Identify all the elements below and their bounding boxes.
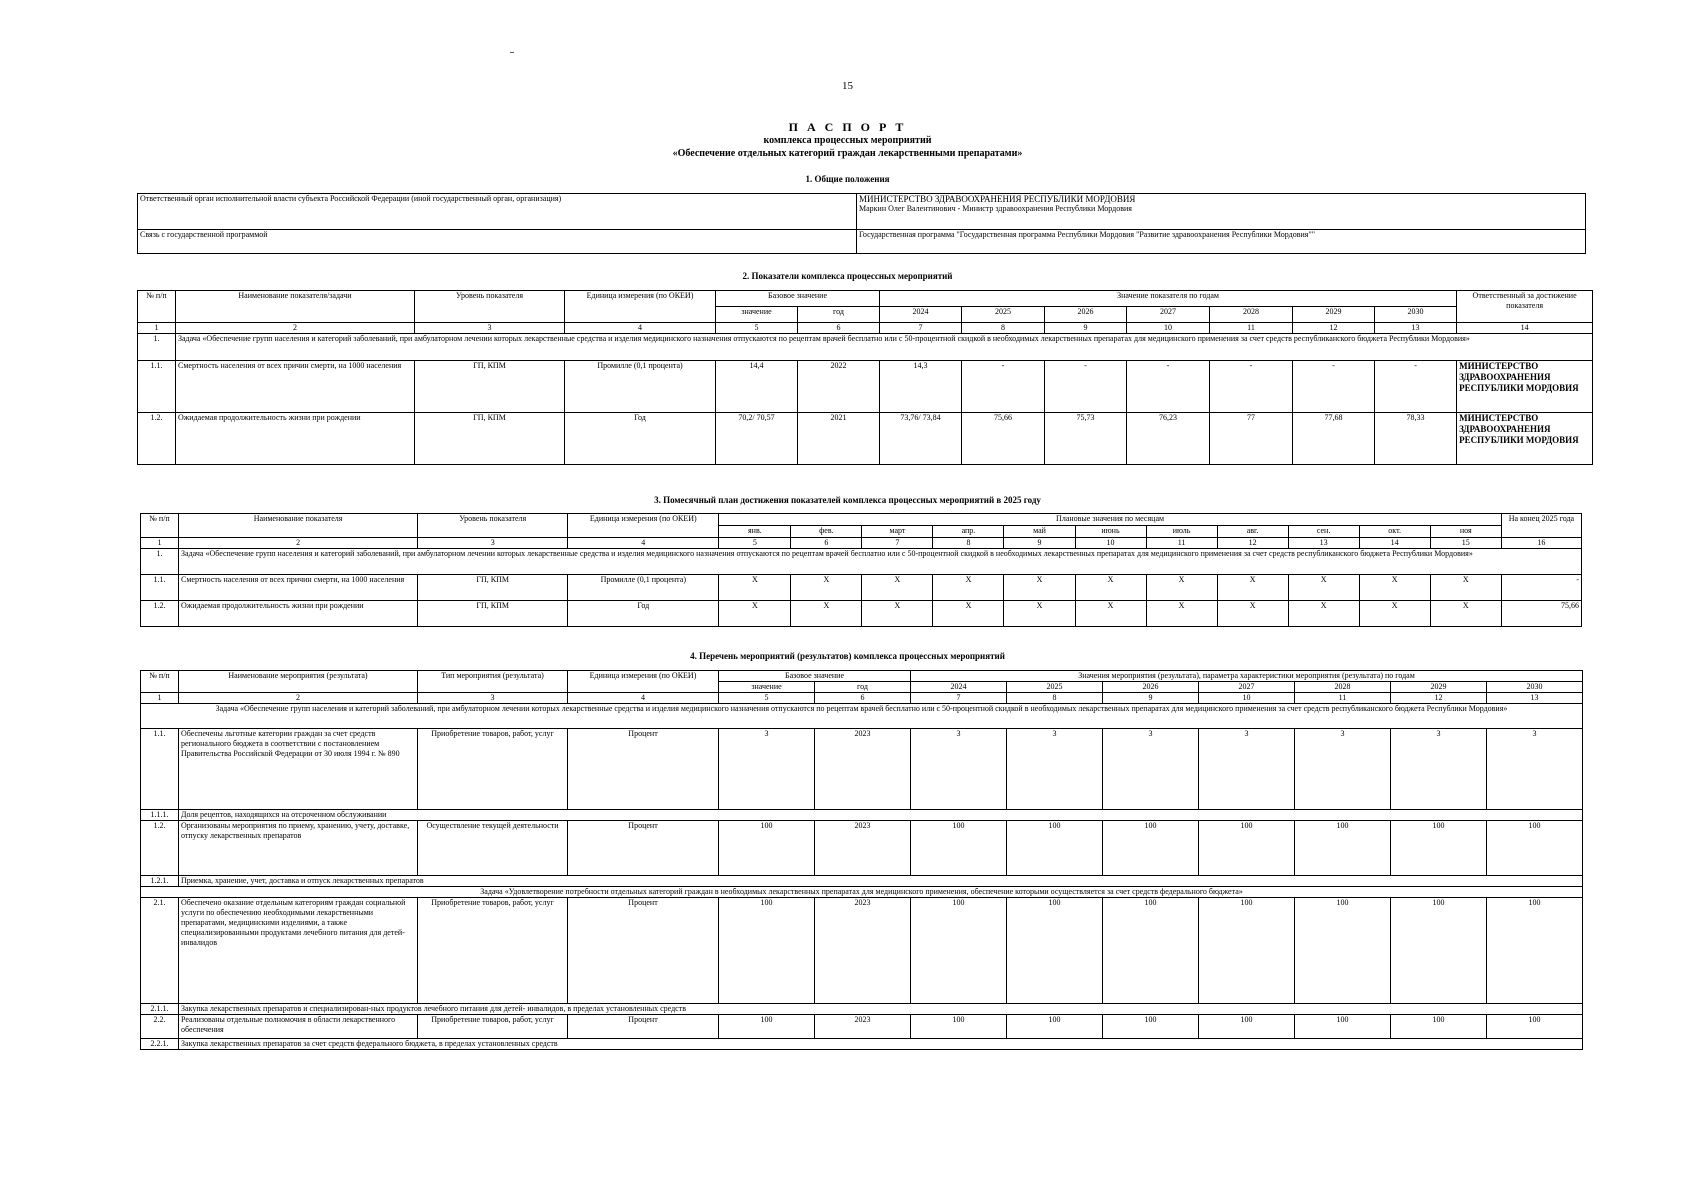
section3-table xyxy=(140,513,1582,627)
general-row xyxy=(138,230,1586,254)
col-number: 9 xyxy=(1045,323,1127,334)
base-year: 2021 xyxy=(798,413,880,465)
col-header-num: № п/п xyxy=(141,514,179,538)
year-value: 100 xyxy=(1103,898,1199,1004)
year-value: 100 xyxy=(1487,898,1583,1004)
row-num: 1.1. xyxy=(138,361,176,413)
col-header-month: фев. xyxy=(791,526,862,538)
year-value: - xyxy=(1210,361,1293,413)
month-value: X xyxy=(1359,575,1430,601)
minister-name: Маркин Олег Валентинович - Министр здравоохранения Республики Мордовия xyxy=(859,204,1132,213)
col-header-month: апр. xyxy=(933,526,1004,538)
month-value: X xyxy=(933,575,1004,601)
col-number: 4 xyxy=(568,693,719,704)
indicator-row xyxy=(141,575,1582,601)
row-num: 1.2. xyxy=(141,601,179,627)
col-header-year: 2030 xyxy=(1375,307,1457,323)
column-number-row xyxy=(141,538,1582,549)
col-number: 12 xyxy=(1217,538,1288,549)
activity-type: Приобретение товаров, работ, услуг xyxy=(418,1015,568,1039)
year-value: 100 xyxy=(1295,898,1391,1004)
title-passport: П А С П О Р Т xyxy=(788,120,907,134)
col-number: 6 xyxy=(791,538,862,549)
col-header-year: 2025 xyxy=(1007,682,1103,693)
responsible-org: МИНИСТЕРСТВО ЗДРАВООХРАНЕНИЯ РЕСПУБЛИКИ МОРДОВИЯ xyxy=(1457,361,1593,413)
responsible-org: МИНИСТЕРСТВО ЗДРАВООХРАНЕНИЯ РЕСПУБЛИКИ МОРДОВИЯ xyxy=(1457,413,1593,465)
col-number: 2 xyxy=(179,693,418,704)
col-number: 12 xyxy=(1293,323,1375,334)
year-value: 3 xyxy=(1007,729,1103,810)
col-number: 13 xyxy=(1375,323,1457,334)
year-value: 100 xyxy=(1391,1015,1487,1039)
month-value: X xyxy=(1288,575,1359,601)
responsible-value xyxy=(857,194,1586,230)
col-header-month: март xyxy=(862,526,933,538)
col-number: 3 xyxy=(415,323,565,334)
indicator-level: ГП, КПМ xyxy=(415,413,565,465)
col-number: 9 xyxy=(1004,538,1075,549)
year-value: 77 xyxy=(1210,413,1293,465)
control-point-text: Приемка, хранение, учет, доставка и отпуск лекарственных препаратов xyxy=(179,876,1583,887)
base-year: 2023 xyxy=(815,821,911,876)
col-header-by-years: Значение показателя по годам xyxy=(880,291,1457,307)
col-number: 11 xyxy=(1295,693,1391,704)
control-point-row xyxy=(141,876,1583,887)
base-year: 2023 xyxy=(815,1015,911,1039)
col-header-year: 2030 xyxy=(1487,682,1583,693)
col-header-unit: Единица измерения (по ОКЕИ) xyxy=(568,671,719,693)
col-number: 6 xyxy=(815,693,911,704)
year-value: 78,33 xyxy=(1375,413,1457,465)
month-value: X xyxy=(1004,601,1075,627)
col-number: 4 xyxy=(568,538,719,549)
month-value: X xyxy=(933,601,1004,627)
col-header-base: Базовое значение xyxy=(719,671,911,682)
year-value: 3 xyxy=(1103,729,1199,810)
row-num: 2.1. xyxy=(141,898,179,1004)
indicator-level: ГП, КПМ xyxy=(418,575,568,601)
col-header-year-end: На конец 2025 года xyxy=(1501,514,1581,538)
indicator-row xyxy=(138,413,1593,465)
indicator-unit: Год xyxy=(568,601,719,627)
col-header-type: Тип мероприятия (результата) xyxy=(418,671,568,693)
col-header-year: 2024 xyxy=(911,682,1007,693)
col-number: 12 xyxy=(1391,693,1487,704)
col-number: 16 xyxy=(1501,538,1581,549)
activity-name: Обеспечено оказание отдельным категориям граждан социальной услуги по обеспечению необходимыми лекарственными препаратами, медицинскими изделиями, а также специализированными продуктами лечебного питания для детей-инвалидов xyxy=(179,898,418,1004)
col-number: 14 xyxy=(1359,538,1430,549)
base-value: 3 xyxy=(719,729,815,810)
year-value: 100 xyxy=(1007,821,1103,876)
col-header-month: июнь xyxy=(1075,526,1146,538)
control-point-text: Закупка лекарственных препаратов и специализирован-ных продуктов лечебного питания для детей- инвалидов, в пределах установленных средств xyxy=(179,1004,1583,1015)
row-num: 1.2.1. xyxy=(141,876,179,887)
indicator-unit: Год xyxy=(565,413,716,465)
col-number: 8 xyxy=(933,538,1004,549)
year-value: 100 xyxy=(1199,898,1295,1004)
year-value: 77,68 xyxy=(1293,413,1375,465)
col-header-plan: Плановые значения по месяцам xyxy=(719,514,1501,526)
year-value: 100 xyxy=(1487,1015,1583,1039)
col-number: 11 xyxy=(1210,323,1293,334)
year-value: 3 xyxy=(1199,729,1295,810)
col-number: 8 xyxy=(962,323,1045,334)
col-header-year: 2027 xyxy=(1199,682,1295,693)
year-value: 100 xyxy=(1103,821,1199,876)
col-number: 15 xyxy=(1430,538,1501,549)
year-value: 100 xyxy=(1391,821,1487,876)
col-header-month: сен. xyxy=(1288,526,1359,538)
col-header-base-year: год xyxy=(815,682,911,693)
col-header-year: 2025 xyxy=(962,307,1045,323)
col-header-base-year: год xyxy=(798,307,880,323)
indicator-unit: Промилле (0,1 процента) xyxy=(565,361,716,413)
col-number: 13 xyxy=(1288,538,1359,549)
month-value: X xyxy=(1146,575,1217,601)
base-year: 2022 xyxy=(798,361,880,413)
year-value: 100 xyxy=(1007,898,1103,1004)
row-num: 1.1. xyxy=(141,575,179,601)
col-number: 11 xyxy=(1146,538,1217,549)
year-value: 100 xyxy=(1007,1015,1103,1039)
control-point-row xyxy=(141,1004,1583,1015)
base-value: 100 xyxy=(719,898,815,1004)
section3-heading: 3. Помесячный план достижения показателей комплекса процессных мероприятий в 2025 году xyxy=(654,495,1041,505)
col-header-month: янв. xyxy=(719,526,791,538)
year-value: 100 xyxy=(911,1015,1007,1039)
task-row xyxy=(141,549,1582,575)
year-value: 100 xyxy=(1391,898,1487,1004)
year-value: 73,76/ 73,84 xyxy=(880,413,962,465)
base-year: 2023 xyxy=(815,729,911,810)
col-number: 6 xyxy=(798,323,880,334)
col-number: 1 xyxy=(141,538,179,549)
year-value: 14,3 xyxy=(880,361,962,413)
title-subtitle: комплекса процессных мероприятий xyxy=(763,135,932,146)
control-point-text: Доля рецептов, находящихся на отсроченном обслуживании xyxy=(179,810,1583,821)
col-header-unit: Единица измерения (по ОКЕИ) xyxy=(568,514,719,538)
activity-row xyxy=(141,1015,1583,1039)
ministry-name: МИНИСТЕРСТВО ЗДРАВООХРАНЕНИЯ РЕСПУБЛИКИ МОРДОВИЯ xyxy=(859,194,1136,204)
indicator-name: Ожидаемая продолжительность жизни при рождении xyxy=(176,413,415,465)
year-value: 75,73 xyxy=(1045,413,1127,465)
program-link-value: Государственная программа "Государственная программа Республики Мордовия "Развитие здравоохранения Республики Мордовия"" xyxy=(857,230,1586,254)
activity-type: Осуществление текущей деятельности xyxy=(418,821,568,876)
col-header-month: май xyxy=(1004,526,1075,538)
col-header-num: № п/п xyxy=(138,291,176,323)
indicator-name: Смертность населения от всех причин смерти, на 1000 населения xyxy=(176,361,415,413)
base-value: 100 xyxy=(719,821,815,876)
month-value: X xyxy=(791,575,862,601)
month-value: X xyxy=(1217,575,1288,601)
col-header-unit: Единица измерения (по ОКЕИ) xyxy=(565,291,716,323)
row-num: 2.2. xyxy=(141,1015,179,1039)
year-value: 100 xyxy=(1199,821,1295,876)
task-text: Задача «Удовлетворение потребности отдельных категорий граждан в необходимых лекарственных препаратах для медицинского применения, обеспечение которыми осуществляется за счет средств федерального бюджета» xyxy=(141,887,1583,898)
section1-table xyxy=(137,193,1586,254)
col-header-year: 2024 xyxy=(880,307,962,323)
activity-name: Реализованы отдельные полномочия в области лекарственного обеспечения xyxy=(179,1015,418,1039)
col-header-name: Наименование показателя xyxy=(179,514,418,538)
indicator-unit: Промилле (0,1 процента) xyxy=(568,575,719,601)
col-header-level: Уровень показателя xyxy=(415,291,565,323)
col-header-base: Базовое значение xyxy=(716,291,880,307)
indicator-name: Ожидаемая продолжительность жизни при рождении xyxy=(179,601,418,627)
row-num: 1.2. xyxy=(138,413,176,465)
scan-mark xyxy=(510,52,514,53)
title-name: «Обеспечение отдельных категорий граждан лекарственными препаратами» xyxy=(672,148,1023,159)
month-value: X xyxy=(1075,575,1146,601)
task-row xyxy=(138,334,1593,361)
month-value: X xyxy=(719,601,791,627)
col-number: 7 xyxy=(880,323,962,334)
activity-unit: Процент xyxy=(568,729,719,810)
row-num: 1.1. xyxy=(141,729,179,810)
year-value: 100 xyxy=(1103,1015,1199,1039)
col-number: 2 xyxy=(176,323,415,334)
col-number: 10 xyxy=(1127,323,1210,334)
col-number: 4 xyxy=(565,323,716,334)
activity-row xyxy=(141,729,1583,810)
control-point-row xyxy=(141,810,1583,821)
year-value: - xyxy=(1293,361,1375,413)
col-header-year: 2026 xyxy=(1045,307,1127,323)
control-point-row xyxy=(141,1039,1583,1050)
col-header-month: июль xyxy=(1146,526,1217,538)
col-number: 3 xyxy=(418,693,568,704)
month-value: X xyxy=(1217,601,1288,627)
month-value: X xyxy=(719,575,791,601)
task-row xyxy=(141,887,1583,898)
control-point-text: Закупка лекарственных препаратов за счет средств федерального бюджета, в пределах установленных средств xyxy=(179,1039,1583,1050)
col-header-year: 2029 xyxy=(1391,682,1487,693)
month-value: X xyxy=(862,601,933,627)
task-num: 1. xyxy=(141,549,179,575)
indicator-name: Смертность населения от всех причин смерти, на 1000 населения xyxy=(179,575,418,601)
row-num: 1.2. xyxy=(141,821,179,876)
year-value: 100 xyxy=(1199,1015,1295,1039)
row-num: 1.1.1. xyxy=(141,810,179,821)
year-value: 3 xyxy=(1487,729,1583,810)
indicator-row xyxy=(138,361,1593,413)
base-value: 14,4 xyxy=(716,361,798,413)
document-title xyxy=(0,121,1695,160)
column-number-row xyxy=(141,693,1583,704)
base-value: 100 xyxy=(719,1015,815,1039)
month-value: X xyxy=(1075,601,1146,627)
col-number: 13 xyxy=(1487,693,1583,704)
month-value: X xyxy=(1146,601,1217,627)
col-number: 10 xyxy=(1075,538,1146,549)
activity-type: Приобретение товаров, работ, услуг xyxy=(418,729,568,810)
col-number: 2 xyxy=(179,538,418,549)
indicator-row xyxy=(141,601,1582,627)
activity-unit: Процент xyxy=(568,821,719,876)
col-number: 5 xyxy=(716,323,798,334)
col-header-year: 2026 xyxy=(1103,682,1199,693)
row-num: 2.1.1. xyxy=(141,1004,179,1015)
page-number: 15 xyxy=(842,80,853,92)
section4-table xyxy=(140,670,1583,1050)
month-value: X xyxy=(791,601,862,627)
col-number: 3 xyxy=(418,538,568,549)
col-header-name: Наименование показателя/задачи xyxy=(176,291,415,323)
year-value: - xyxy=(1127,361,1210,413)
month-value: X xyxy=(1288,601,1359,627)
activity-unit: Процент xyxy=(568,1015,719,1039)
year-value: - xyxy=(962,361,1045,413)
month-value: X xyxy=(1430,601,1501,627)
task-row xyxy=(141,704,1583,729)
year-value: 76,23 xyxy=(1127,413,1210,465)
activity-unit: Процент xyxy=(568,898,719,1004)
year-value: - xyxy=(1045,361,1127,413)
col-header-year: 2028 xyxy=(1295,682,1391,693)
month-value: X xyxy=(1004,575,1075,601)
year-value: 100 xyxy=(1295,821,1391,876)
column-number-row xyxy=(138,323,1593,334)
month-value: X xyxy=(862,575,933,601)
col-number: 1 xyxy=(138,323,176,334)
year-value: - xyxy=(1375,361,1457,413)
col-header-year: 2029 xyxy=(1293,307,1375,323)
base-year: 2023 xyxy=(815,898,911,1004)
col-number: 5 xyxy=(719,538,791,549)
col-number: 8 xyxy=(1007,693,1103,704)
col-header-base-value: значение xyxy=(716,307,798,323)
col-number: 5 xyxy=(719,693,815,704)
section2-heading: 2. Показатели комплекса процессных мероприятий xyxy=(742,271,953,281)
col-header-month: окт. xyxy=(1359,526,1430,538)
activity-row xyxy=(141,821,1583,876)
year-value: 75,66 xyxy=(962,413,1045,465)
col-number: 7 xyxy=(911,693,1007,704)
activity-row xyxy=(141,898,1583,1004)
row-num: 2.2.1. xyxy=(141,1039,179,1050)
activity-name: Организованы мероприятия по приему, хранению, учету, доставке, отпуску лекарственных препаратов xyxy=(179,821,418,876)
year-value: 3 xyxy=(1295,729,1391,810)
task-text: Задача «Обеспечение групп населения и категорий заболеваний, при амбулаторном лечении которых лекарственные средства и изделия медицинского назначения отпускаются по рецептам врачей бесплатно или с 50-процентной скидкой в необходимых лекарственных препаратах для медицинского применения за счет средств республиканского бюджета Республики Мордовия» xyxy=(179,549,1582,575)
col-header-level: Уровень показателя xyxy=(418,514,568,538)
task-text: Задача «Обеспечение групп населения и категорий заболеваний, при амбулаторном лечении которых лекарственные средства и изделия медицинского назначения отпускаются по рецептам врачей бесплатно или с 50-процентной скидкой в необходимых лекарственных препаратах для медицинского применения за счет средств республиканского бюджета Республики Мордовия» xyxy=(141,704,1583,729)
col-number: 10 xyxy=(1199,693,1295,704)
year-end-value: 75,66 xyxy=(1501,601,1581,627)
indicator-level: ГП, КПМ xyxy=(415,361,565,413)
activity-name: Обеспечены льготные категории граждан за счет средств регионального бюджета в соответствии с постановлением Правительства Российской Федерации от 30 июля 1994 г. № 890 xyxy=(179,729,418,810)
year-value: 3 xyxy=(1391,729,1487,810)
year-value: 100 xyxy=(911,898,1007,1004)
month-value: X xyxy=(1359,601,1430,627)
year-value: 100 xyxy=(1487,821,1583,876)
indicator-level: ГП, КПМ xyxy=(418,601,568,627)
program-link-label: Связь с государственной программой xyxy=(138,230,857,254)
section4-heading: 4. Перечень мероприятий (результатов) комплекса процессных мероприятий xyxy=(690,651,1005,661)
activity-type: Приобретение товаров, работ, услуг xyxy=(418,898,568,1004)
year-value: 100 xyxy=(1295,1015,1391,1039)
col-header-name: Наименование мероприятия (результата) xyxy=(179,671,418,693)
col-number: 1 xyxy=(141,693,179,704)
month-value: X xyxy=(1430,575,1501,601)
col-number: 14 xyxy=(1457,323,1593,334)
col-number: 9 xyxy=(1103,693,1199,704)
section2-table xyxy=(137,290,1593,465)
task-num: 1. xyxy=(138,334,176,361)
col-header-month: авг. xyxy=(1217,526,1288,538)
task-text: Задача «Обеспечение групп населения и категорий заболеваний, при амбулаторном лечении которых лекарственные средства и изделия медицинского назначения отпускаются по рецептам врачей бесплатно или с 50-процентной скидкой в необходимых лекарственных препаратах для медицинского применения за счет средств республиканского бюджета Республики Мордовия» xyxy=(176,334,1593,361)
col-header-num: № п/п xyxy=(141,671,179,693)
responsible-label: Ответственный орган исполнительной власти субъекта Российской Федерации (иной государственный орган, организация) xyxy=(138,194,857,230)
base-value: 70,2/ 70,57 xyxy=(716,413,798,465)
col-header-by-years: Значения мероприятия (результата), параметра характеристики мероприятия (результата) по годам xyxy=(911,671,1583,682)
general-row xyxy=(138,194,1586,230)
col-header-year: 2028 xyxy=(1210,307,1293,323)
col-header-responsible: Ответственный за достижение показателя xyxy=(1457,291,1593,323)
col-header-year: 2027 xyxy=(1127,307,1210,323)
section1-heading: 1. Общие положения xyxy=(805,174,890,184)
year-value: 100 xyxy=(911,821,1007,876)
year-value: 3 xyxy=(911,729,1007,810)
col-number: 7 xyxy=(862,538,933,549)
col-header-month: ноя xyxy=(1430,526,1501,538)
year-end-value: - xyxy=(1501,575,1581,601)
col-header-base-value: значение xyxy=(719,682,815,693)
